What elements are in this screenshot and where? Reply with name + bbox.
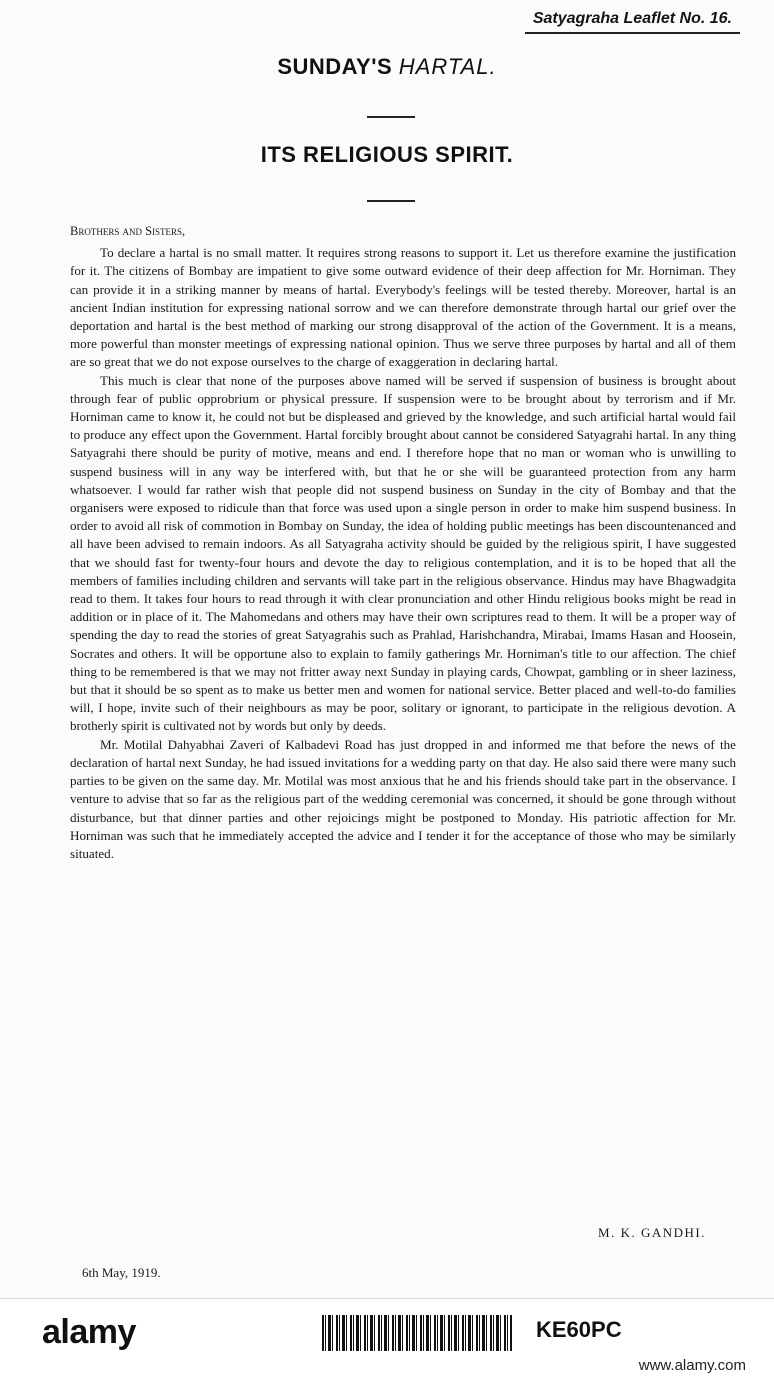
leaflet-number: Satyagraha Leaflet No. 16. [525, 10, 740, 34]
stock-image-id: KE60PC [536, 1317, 622, 1342]
signature: M. K. GANDHI. [598, 1225, 706, 1240]
barcode-icon [322, 1315, 512, 1351]
letter-body [70, 222, 736, 863]
page-subtitle: ITS RELIGIOUS SPIRIT. [260, 142, 514, 167]
title-hartal: HARTAL. [398, 54, 497, 79]
letter-date: 6th May, 1919. [82, 1265, 161, 1280]
title-divider [367, 116, 415, 118]
title-prefix: SUNDAY'S [277, 54, 393, 79]
salutation: Brothers and Sisters, [70, 224, 186, 238]
stock-watermark-bar [0, 1298, 774, 1391]
stock-url: www.alamy.com [638, 1357, 746, 1374]
paragraph-1: To declare a hartal is no small matter. It requires strong reasons to support it. Let us therefore examine the justification for it. The citizens of Bombay are impatient to give some outward evidence of their deep affection for Mr. Horniman. They can provide it in a striking manner by means of hartal. Everybody's feelings will be tested thereby. Moreover, hartal is an ancient Indian institution for expressing national sorrow and we can therefore demonstrate through hartal our grief over the deportation and hartal is the best method of marking our strong disapproval of the action of the Government. It is a means, more powerful than monster meetings of expressing national opinion. Thus we serve three purposes by hartal and all of them are so great that we do not expose ourselves to the charge of exaggeration in declaring hartal. [70, 245, 736, 370]
paragraph-3: Mr. Motilal Dahyabhai Zaveri of Kalbadevi Road has just dropped in and informed me that before the news of the declaration of hartal next Sunday, he had issued invitations for a wedding party on that day. He also said there were many such parties to be given on the same day. Mr. Motilal was most anxious that he and his friends should take part in the observance. I venture to advise that so far as the religious part of the wedding ceremonial was concerned, it should be gone through without disturbance, but that dinner parties and other rejoicings might be postponed to Monday. His patriotic affection for Mr. Horniman was such that he immediately accepted the advice and I tender it for the acceptance of those who may be similarly situated. [70, 736, 736, 861]
alamy-logo: alamy [42, 1313, 136, 1351]
subtitle-divider [367, 200, 415, 202]
paragraph-2: This much is clear that none of the purposes above named will be served if suspension of business is brought about through fear of public opprobrium or physical pressure. If suspension were to be brought about by terrorism and if Mr. Horniman came to know it, he could not but be displeased and grieved by the knowledge, and such artificial hartal would fail to produce any effect upon the Government. Hartal forcibly brought about cannot be considered Satyagrahi hartal. In any thing Satyagrahi there should be purity of motive, means and end. I therefore hope that no man or woman who is unwilling to suspend business will in any way be interfered with, but that he or she will be guaranteed protection from any harm whatsoever. I would far rather wish that people did not suspend business on Sunday in the city of Bombay and that the organisers were exposed to ridicule than that force was used upon a single person in order to make him suspend business. In order to avoid all risk of commotion in Bombay on Sunday, the idea of holding public meetings has been discountenanced and all have been advised to remain indoors. As all Satyagraha activity should be guided by the religious spirit, I have suggested that we should fast for twenty-four hours and devote the day to religious contemplation, and it is to be hoped that all the members of families including children and servants will take part in the religious observance. Hindus may have Bhagwadgita read to them. It takes four hours to read through it with clear pronunciation and other Hindu religious books might be read in addition or in place of it. The Mahomedans and others may have their own scriptures read to them. It will be a proper way of spending the day to read the stories of great Satyagrahis such as Prahlad, Harishchandra, Mirabai, Imams Hasan and Hoosein, Socrates and others. It will be opportune also to explain to family gatherings Mr. Horniman's title to our affection. The chief thing to be remembered is that we may not fritter away next Sunday in playing cards, Chowpat, gambling or in sheer laziness, but that it should be so spent as to make us better men and women for national service. Better placed and well-to-do families will, I hope, invite such of their neighbours as may be poor, solitary or ignorant, to participate in the religious devotion. A brotherly spirit is cultivated not by words but only by deeds. [70, 372, 736, 734]
page-title [0, 54, 774, 80]
